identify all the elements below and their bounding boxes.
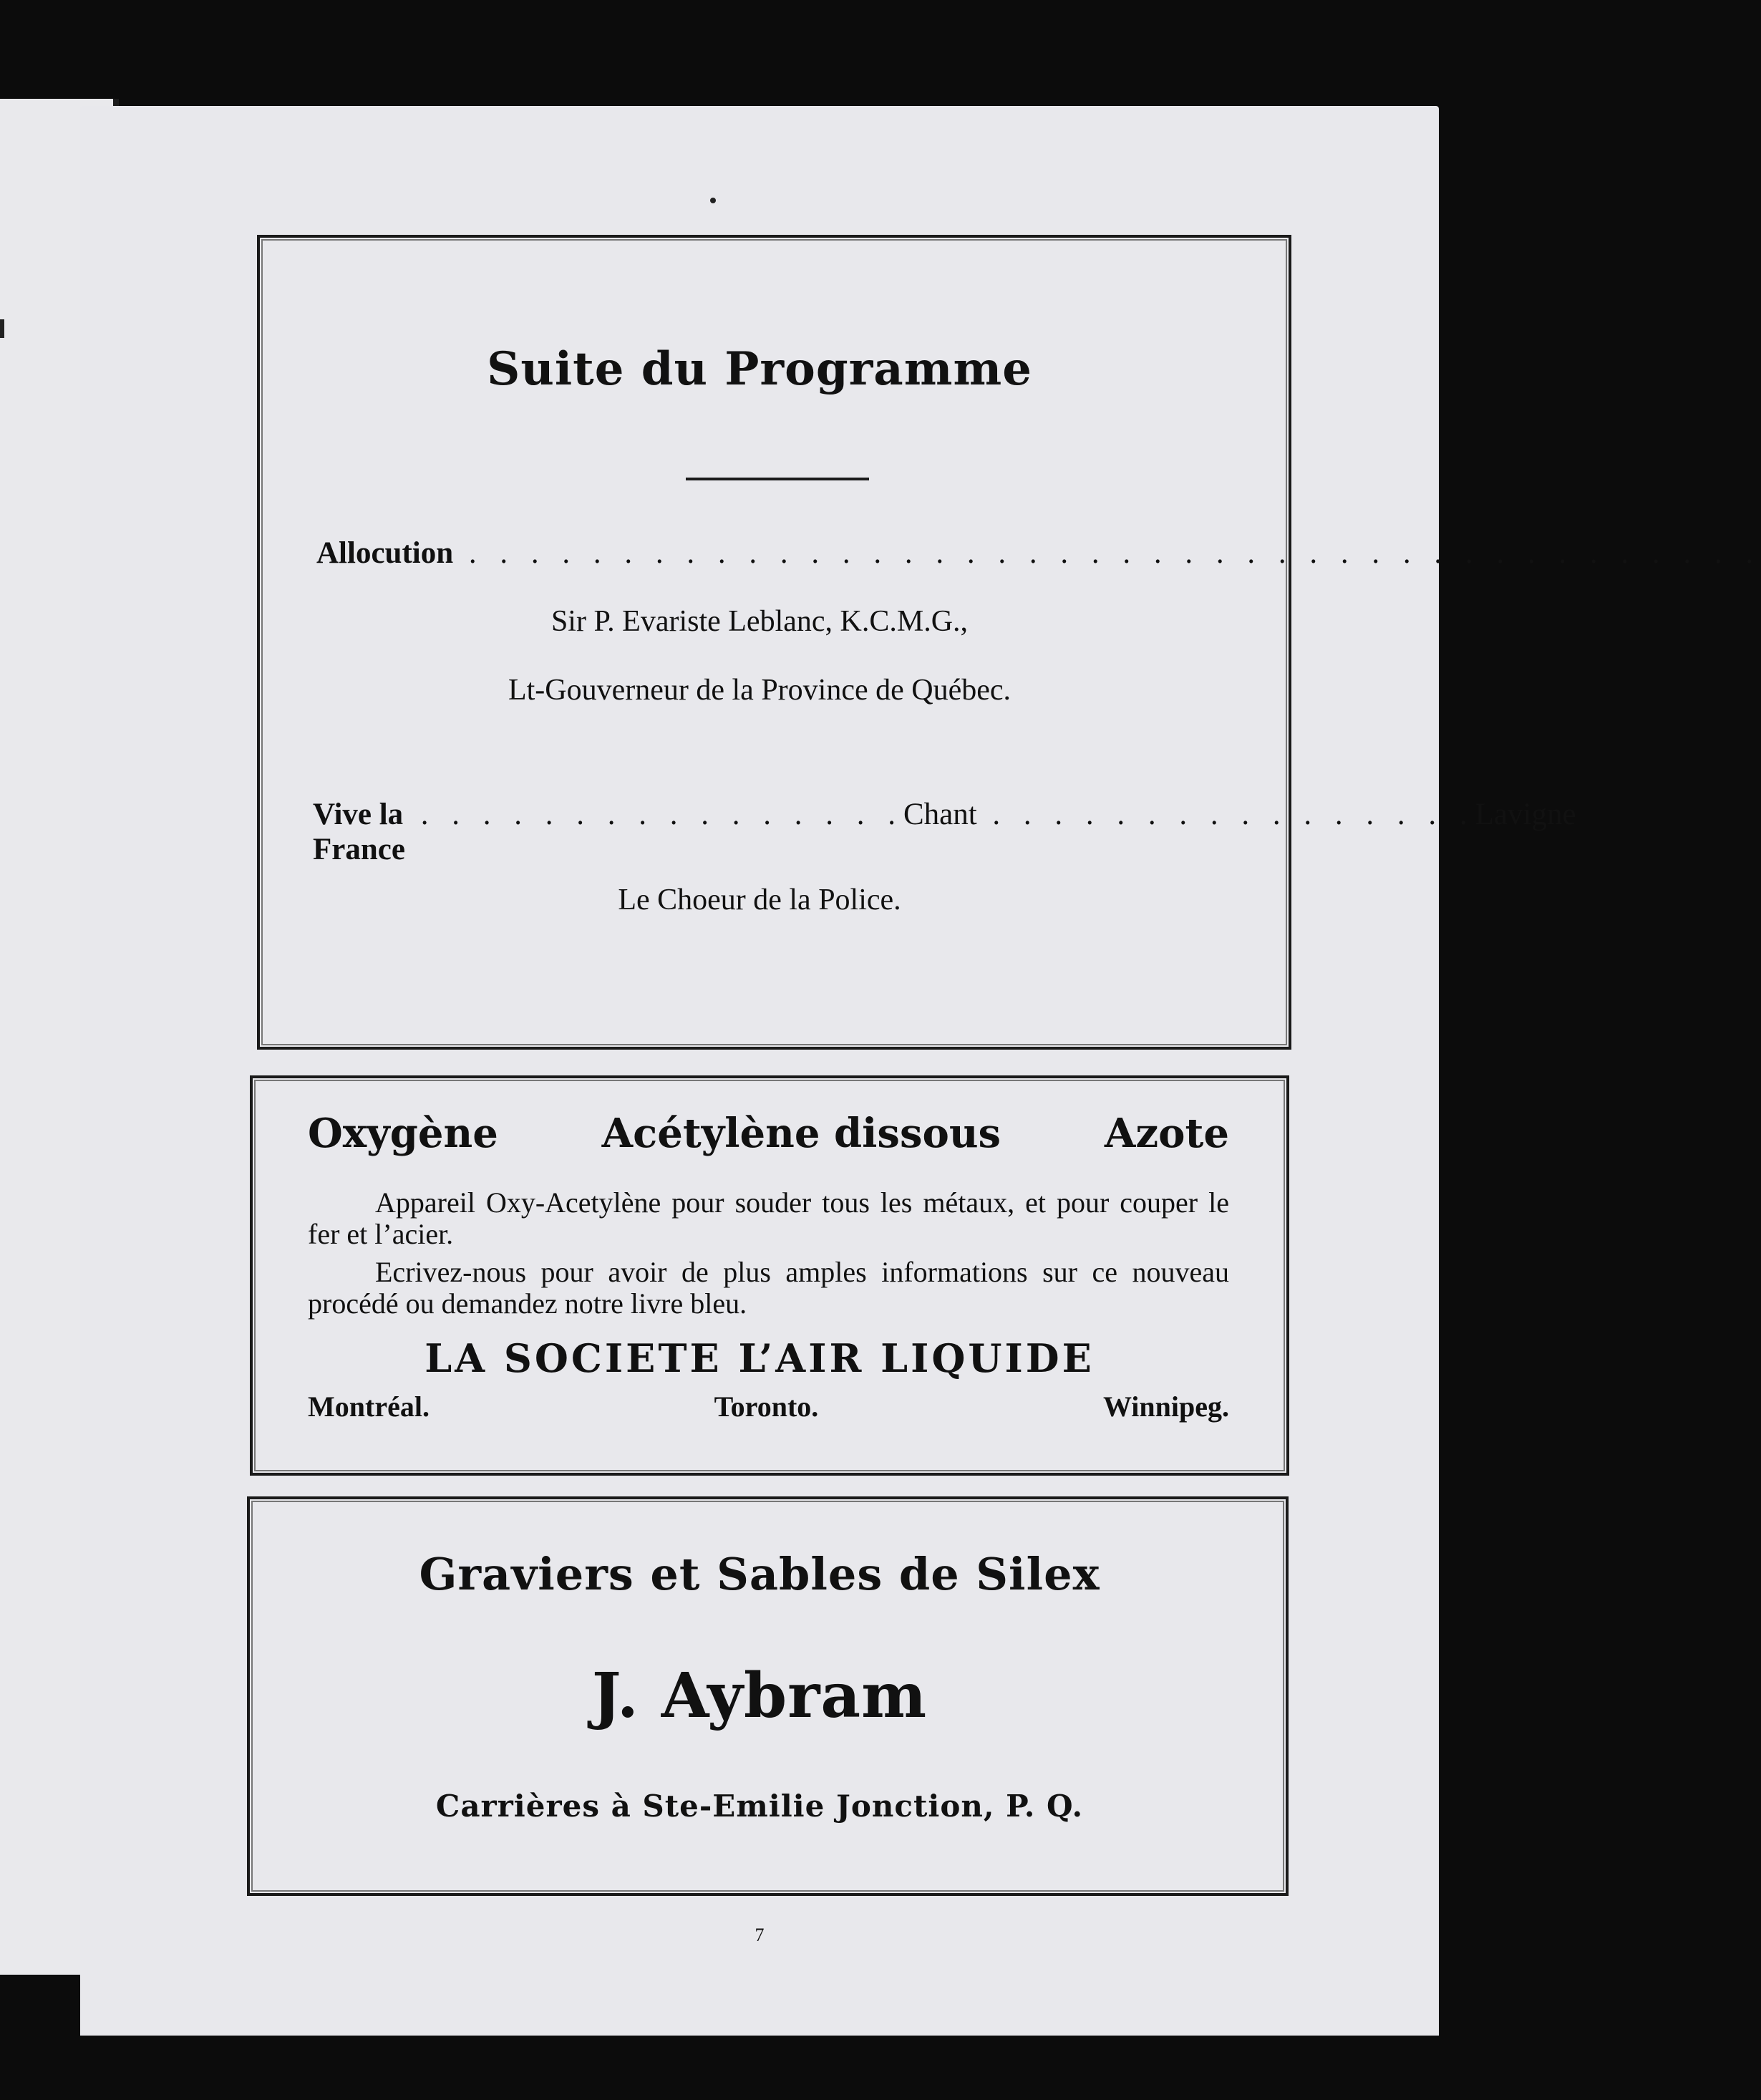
allocution-leader: . . . . . . . . . . . . . . . . . . . . . . . . . . . . . . . . . . . . . . . . . .	[453, 536, 1761, 570]
page	[80, 106, 1761, 2036]
city-montreal: Montréal.	[308, 1390, 430, 1423]
page-speck	[710, 198, 716, 203]
allocution-row	[316, 536, 1761, 571]
city-winnipeg: Winnipeg.	[1103, 1390, 1229, 1423]
advert-paragraph-2: Ecrivez-nous pour avoir de plus amples informations sur ce nouveau procédé ou demandez notre livre bleu.	[308, 1256, 1229, 1320]
quarry-location: Carrières à Ste-Emilie Jonction, P. Q.	[435, 1789, 1084, 1824]
heading-nitrogen: Azote	[1104, 1110, 1229, 1157]
facing-page-mark	[0, 319, 4, 338]
song-performer: Le Choeur de la Police.	[618, 884, 901, 916]
quarry-owner: J. Aybram	[591, 1660, 928, 1732]
allocution-label: Allocution	[316, 536, 454, 570]
city-toronto: Toronto.	[714, 1390, 819, 1423]
quarry-title: Graviers et Sables de Silex	[419, 1548, 1100, 1600]
song-leader-2: . . . . . . . . . . . . . . . .	[976, 798, 1475, 831]
song-title: Vive la France	[313, 798, 405, 866]
speaker-title: Lt-Gouverneur de la Province de Québec.	[508, 674, 1012, 707]
song-type: Chant	[903, 798, 977, 831]
gas-headings	[308, 1110, 1229, 1157]
heading-acetylene: Acétylène dissous	[601, 1110, 1001, 1157]
programme-title: Suite du Programme	[487, 342, 1032, 396]
song-leader-1: . . . . . . . . . . . . . . . .	[404, 798, 903, 831]
page-number: 7	[755, 1925, 765, 1945]
song-row	[313, 797, 1576, 867]
company-name: LA SOCIETE L’AIR LIQUIDE	[425, 1335, 1095, 1381]
speaker-name: Sir P. Evariste Leblanc, K.C.M.G.,	[550, 605, 969, 638]
song-composer: Lavigne	[1475, 798, 1576, 831]
advert-paragraph-1: Appareil Oxy-Acetylène pour souder tous les métaux, et pour couper le fer et l’acier.	[308, 1186, 1229, 1250]
heading-oxygen: Oxygène	[308, 1110, 498, 1157]
company-cities	[308, 1390, 1229, 1423]
title-rule	[686, 478, 869, 480]
